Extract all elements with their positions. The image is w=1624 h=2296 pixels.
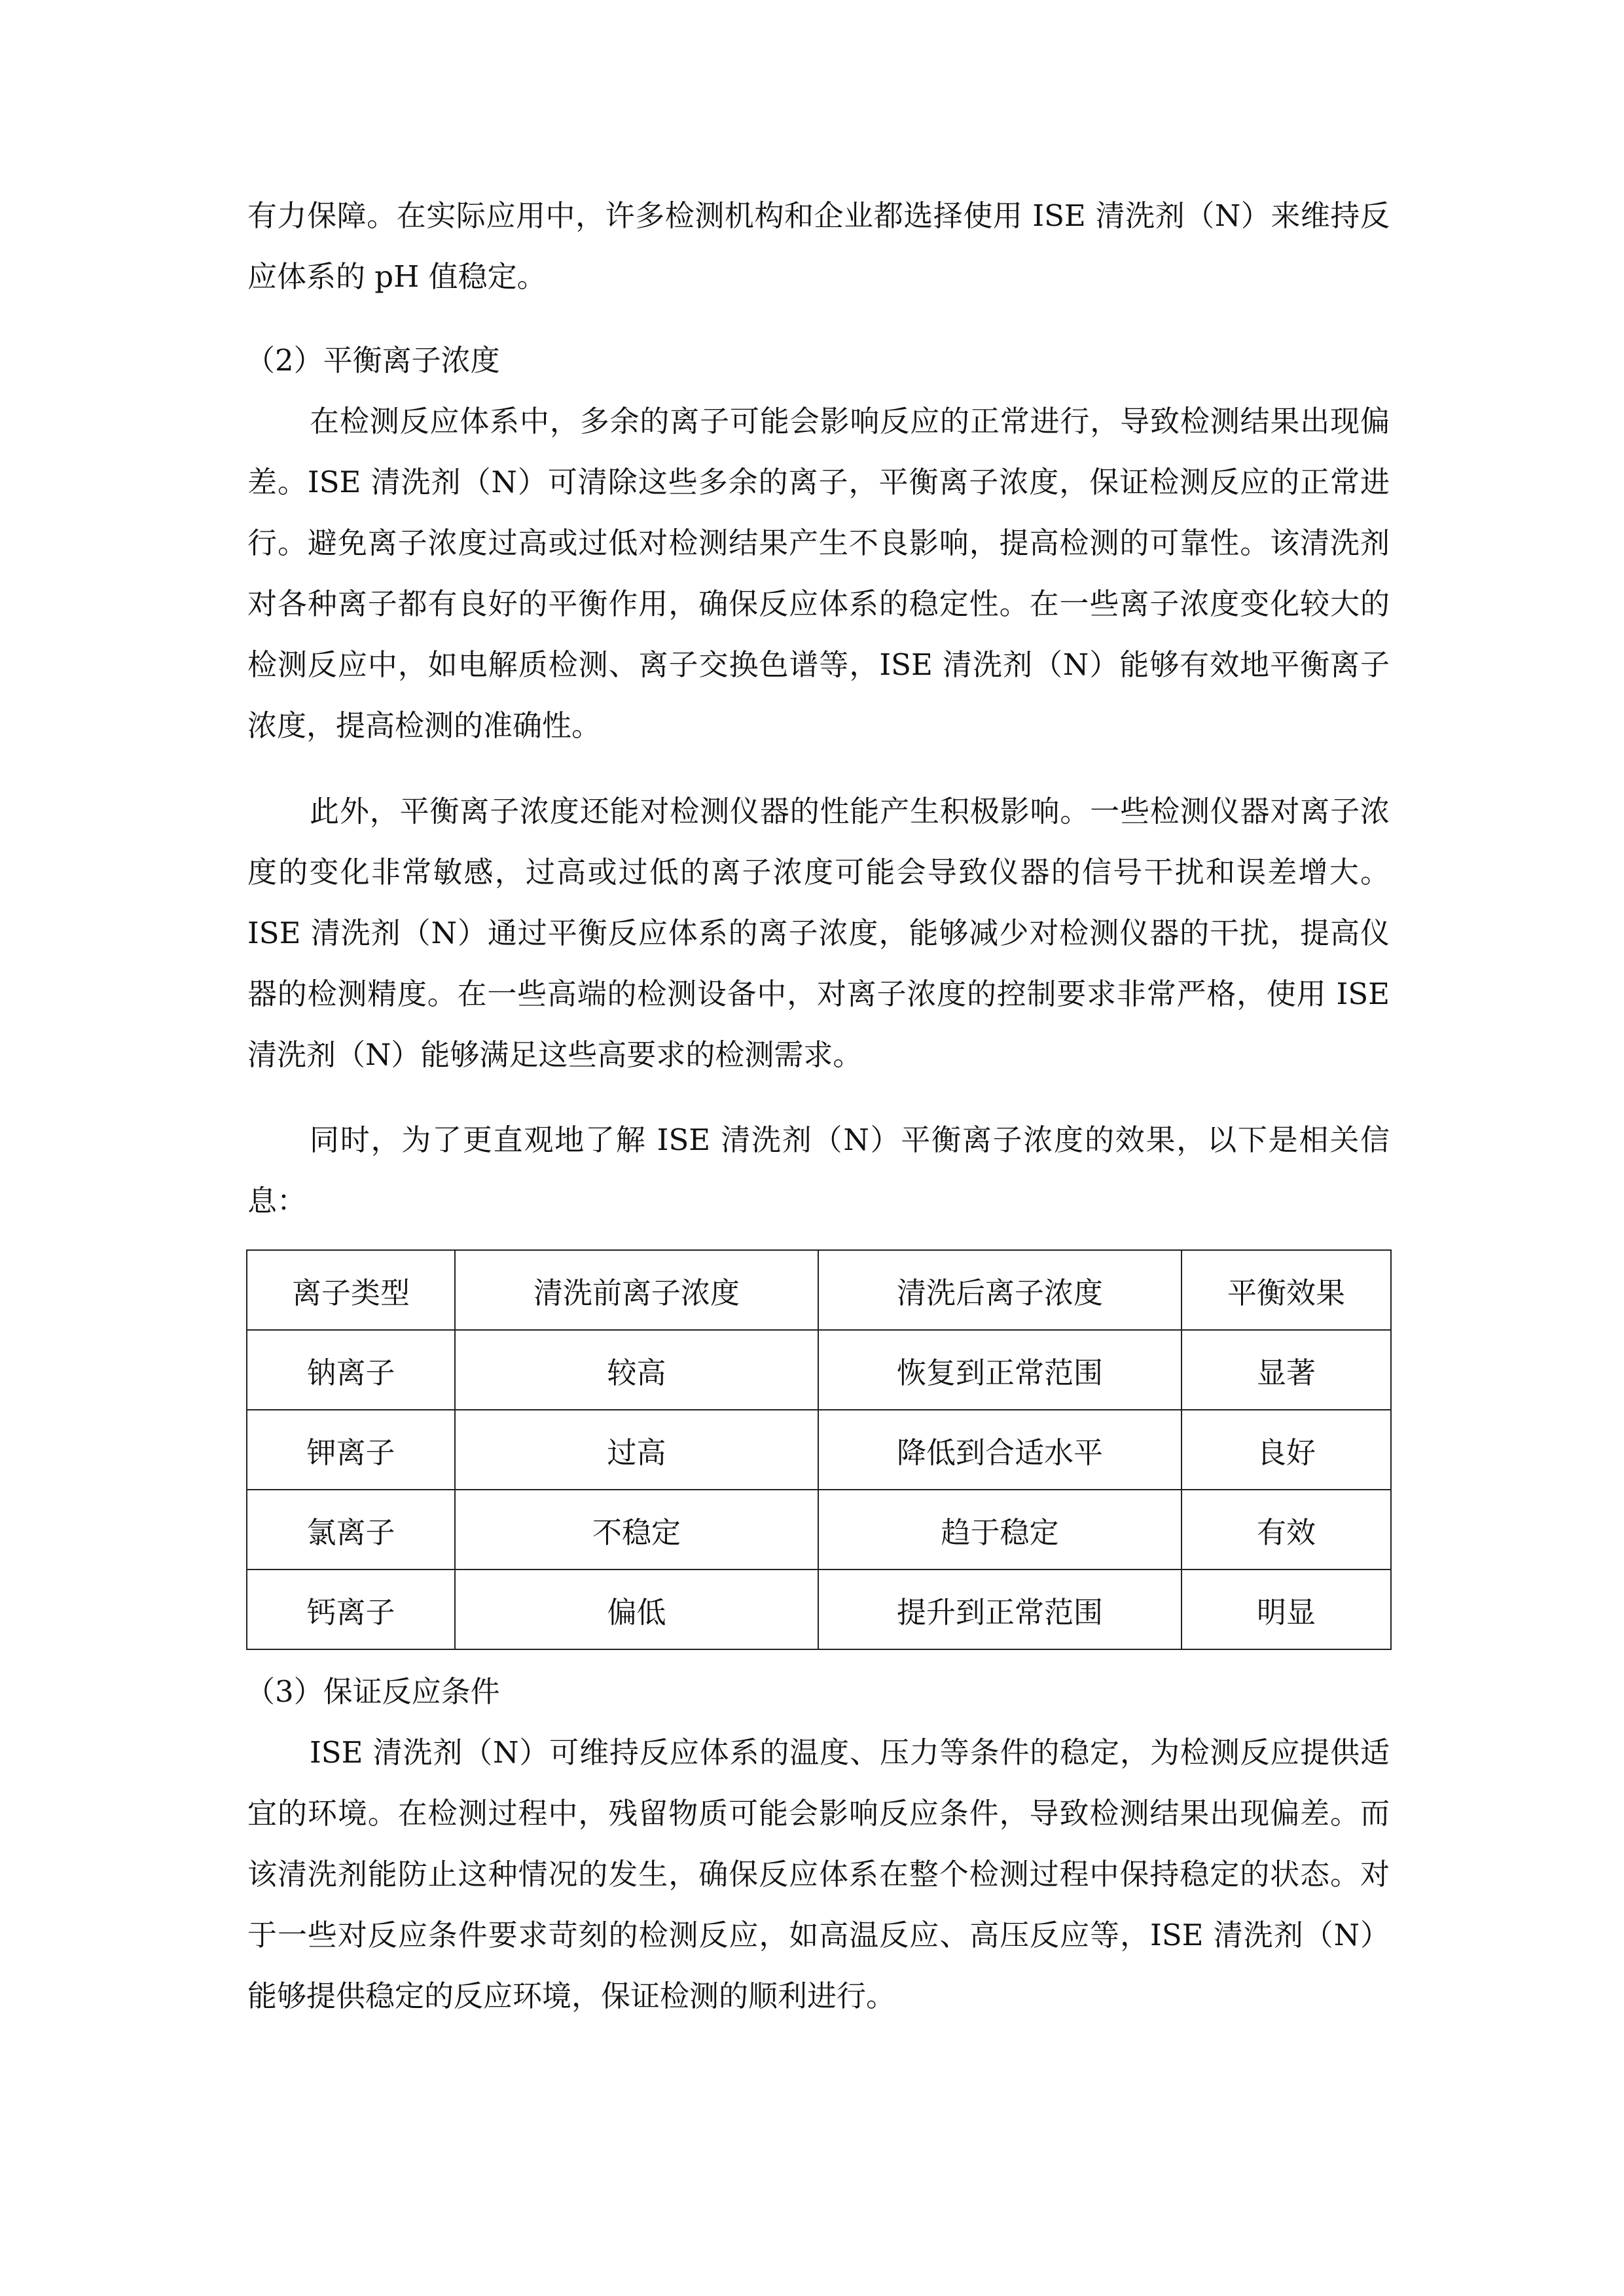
table-row (247, 1570, 1391, 1649)
table-cell: 降低到合适水平 (818, 1410, 1182, 1490)
table-cell: 趋于稳定 (818, 1490, 1182, 1570)
table-cell: 钙离子 (247, 1570, 455, 1649)
table-row (247, 1330, 1391, 1410)
table-row (247, 1410, 1391, 1490)
table-cell: 提升到正常范围 (818, 1570, 1182, 1649)
table-cell: 钠离子 (247, 1330, 455, 1410)
table-cell: 明显 (1182, 1570, 1391, 1649)
table-header-cell: 清洗后离子浓度 (818, 1250, 1182, 1330)
paragraph-balance-ions: 在检测反应体系中，多余的离子可能会影响反应的正常进行，导致检测结果出现偏差。ISE 清洗剂（N）可清除这些多余的离子，平衡离子浓度，保证检测反应的正常进行。避免离子浓度过高或过低对检测结果产生不良影响，提高检测的可靠性。该清洗剂对各种离子都有良好的平衡作用，确保反应体系的稳定性。在一些离子浓度变化较大的检测反应中，如电解质检测、离子交换色谱等，ISE 清洗剂（N）能够有效地平衡离子浓度，提高检测的准确性。 (247, 404, 1390, 743)
paragraph-table-intro: 同时，为了更直观地了解 ISE 清洗剂（N）平衡离子浓度的效果，以下是相关信息： (247, 1122, 1390, 1218)
section-heading-balance-ions: （2）平衡离子浓度 (245, 343, 500, 378)
table-cell: 良好 (1182, 1410, 1391, 1490)
table-header-cell: 离子类型 (247, 1250, 455, 1330)
table-header-cell: 平衡效果 (1182, 1250, 1391, 1330)
table-cell: 偏低 (455, 1570, 818, 1649)
table-cell: 显著 (1182, 1330, 1391, 1410)
table-cell: 钾离子 (247, 1410, 455, 1490)
table-header-cell: 清洗前离子浓度 (455, 1250, 818, 1330)
table-cell: 过高 (455, 1410, 818, 1490)
paragraph-instrument-performance: 此外，平衡离子浓度还能对检测仪器的性能产生积极影响。一些检测仪器对离子浓度的变化非常敏感，过高或过低的离子浓度可能会导致仪器的信号干扰和误差增大。ISE 清洗剂（N）通过平衡反应体系的离子浓度，能够减少对检测仪器的干扰，提高仪器的检测精度。在一些高端的检测设备中，对离子浓度的控制要求非常严格，使用 ISE 清洗剂（N）能够满足这些高要求的检测需求。 (247, 794, 1390, 1072)
table-cell: 氯离子 (247, 1490, 455, 1570)
table-cell: 有效 (1182, 1490, 1391, 1570)
paragraph-reaction-conditions: ISE 清洗剂（N）可维持反应体系的温度、压力等条件的稳定，为检测反应提供适宜的环境。在检测过程中，残留物质可能会影响反应条件，导致检测结果出现偏差。而该清洗剂能防止这种情况的发生，确保反应体系在整个检测过程中保持稳定的状态。对于一些对反应条件要求苛刻的检测反应，如高温反应、高压反应等，ISE 清洗剂（N）能够提供稳定的反应环境，保证检测的顺利进行。 (247, 1735, 1390, 2013)
table-cell: 恢复到正常范围 (818, 1330, 1182, 1410)
table-cell: 不稳定 (455, 1490, 818, 1570)
paragraph-ph-stability: 有力保障。在实际应用中，许多检测机构和企业都选择使用 ISE 清洗剂（N）来维持反应体系的 pH 值稳定。 (247, 198, 1390, 294)
ion-concentration-table (246, 1249, 1392, 1650)
table-row (247, 1490, 1391, 1570)
table-cell: 较高 (455, 1330, 818, 1410)
table-header-row (247, 1250, 1391, 1330)
section-heading-reaction-conditions: （3）保证反应条件 (245, 1674, 500, 1709)
